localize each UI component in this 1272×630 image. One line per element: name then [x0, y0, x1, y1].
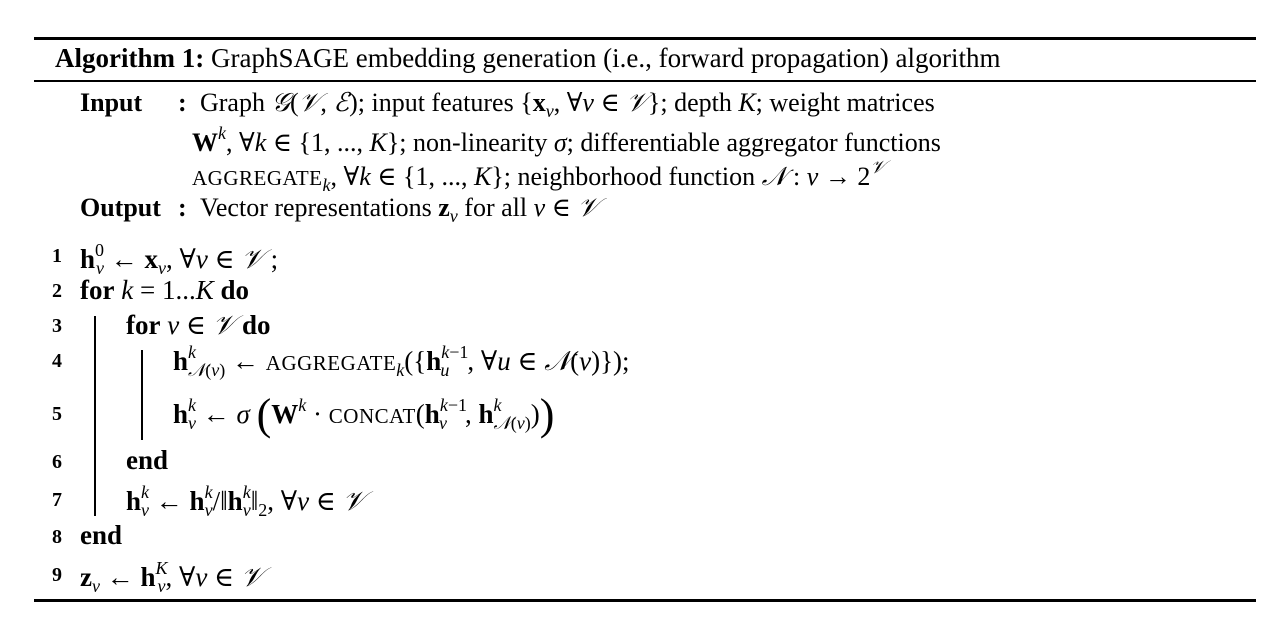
input-line-2: $W^k$, ∀k ∈ {1, ..., K}; non-linearity σ; differentiable aggregator functions	[192, 123, 941, 157]
algorithm-caption	[55, 43, 1001, 74]
line-number-9: 9	[52, 564, 62, 586]
output-colon: :	[178, 193, 187, 222]
algo-line-5: $h^k_v$ ← σ ($W^k$ · $CONCAT(h^{k-1}_v$ , $h^k_{𝒩(v)}$))	[173, 390, 555, 439]
algo-line-7: $h^k_v$ ← $h^k_v/‖h^k_v‖_2$, ∀v ∈ 𝒱	[126, 482, 366, 520]
algo-line-9: $z_v$ ← $h^K_v$, ∀v ∈ 𝒱	[80, 558, 264, 596]
top-rule	[34, 37, 1256, 40]
output-label: Output	[80, 193, 161, 222]
line-number-4: 4	[52, 350, 62, 372]
bottom-rule	[34, 599, 1256, 602]
line-number-6: 6	[52, 451, 62, 473]
algo-line-8: end	[80, 520, 123, 550]
input-line-3: $AGGREGATE_k$, ∀k ∈ {1, ..., K}; neighborhood function 𝒩 : $v \to 2^𝒱$	[192, 157, 886, 195]
line-number-1: 1	[52, 245, 62, 267]
algo-line-3: for v ∈ 𝒱 do	[126, 310, 271, 341]
input-label: Input	[80, 88, 143, 117]
line-number-7: 7	[52, 489, 62, 511]
algo-line-4: $h^k_{𝒩(v)}$ ← $AGGREGATE_k(\{h^{k-1}_u$ , ∀u ∈ 𝒩(v)});	[173, 342, 630, 381]
algo-line-2: for k = 1...K do	[80, 275, 249, 305]
input-line-1: Graph 𝒢(𝒱, ℰ); input features {$x_v$, ∀v ∈ 𝒱}; depth K; weight matrices	[200, 88, 935, 121]
line-number-5: 5	[52, 403, 62, 425]
line-number-2: 2	[52, 280, 62, 302]
line-number-3: 3	[52, 315, 62, 337]
algorithm-title: GraphSAGE embedding generation (i.e., forward propagation) algorithm	[210, 43, 1001, 73]
input-colon: :	[178, 88, 187, 117]
output-text: Vector representations $z_v$ for all v ∈ 𝒱	[200, 193, 600, 226]
algo-line-1: $h^0_v$ ← $x_v$, ∀v ∈ 𝒱 ;	[80, 240, 279, 278]
caption-rule	[34, 80, 1256, 82]
for-k-scope-bar	[94, 316, 96, 516]
algorithm-label: Algorithm 1:	[55, 43, 205, 73]
line-number-8: 8	[52, 526, 62, 548]
algo-line-6: end	[126, 445, 169, 475]
for-v-scope-bar	[141, 350, 143, 440]
